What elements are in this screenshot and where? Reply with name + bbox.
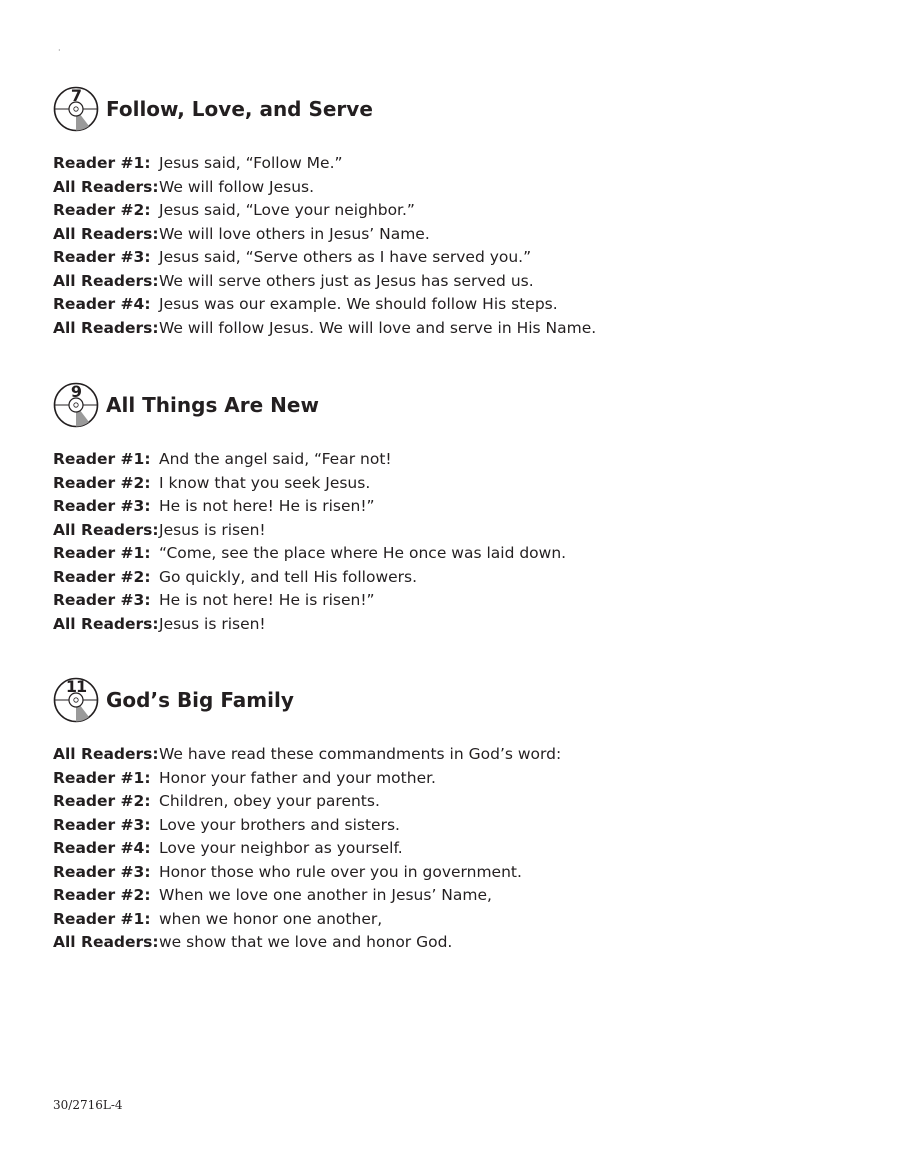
speaker-label: Reader #4:: [53, 839, 151, 857]
cd-track-icon: [53, 86, 99, 132]
line-text: Jesus said, “Serve others as I have served you.”: [159, 248, 532, 266]
reading-lines: [53, 743, 853, 955]
track-number: 7: [70, 86, 82, 105]
line-text: “Come, see the place where He once was laid down.: [159, 544, 567, 562]
reading-line: [53, 884, 853, 908]
section-header: [53, 86, 853, 132]
line-text: We will follow Jesus.: [159, 177, 315, 196]
line-text: Jesus said, “Follow Me.”: [159, 154, 343, 172]
reading-line: [53, 908, 853, 932]
reading-line: [53, 814, 853, 838]
speaker-label: Reader #2:: [53, 473, 151, 492]
line-text: when we honor one another,: [159, 909, 383, 928]
script-section: [53, 382, 853, 636]
line-text: we show that we love and honor God.: [159, 933, 453, 951]
speaker-label: Reader #3:: [53, 248, 151, 266]
speaker-label: Reader #3:: [53, 497, 151, 515]
line-text: We will serve others just as Jesus has served us.: [159, 271, 534, 290]
line-text: Honor those who rule over you in government.: [159, 862, 522, 881]
line-text: Go quickly, and tell His followers.: [159, 567, 418, 586]
script-section: [53, 86, 853, 340]
reading-line: [53, 519, 853, 543]
reading-line: [53, 767, 853, 791]
reading-lines: [53, 152, 853, 340]
reading-line: [53, 589, 853, 613]
speaker-label: Reader #1:: [53, 909, 151, 928]
reading-line: [53, 743, 853, 767]
line-text: Honor your father and your mother.: [159, 768, 436, 787]
line-text: Jesus is risen!: [159, 614, 266, 633]
speaker-label: All Readers:: [53, 933, 159, 951]
footer-code: 30/2716L-4: [53, 1098, 123, 1112]
section-title: All Things Are New: [106, 393, 319, 417]
speaker-label: Reader #4:: [53, 295, 151, 313]
speaker-label: Reader #3:: [53, 815, 151, 834]
speaker-label: All Readers:: [53, 520, 159, 539]
speaker-label: All Readers:: [53, 177, 159, 196]
reading-line: [53, 495, 853, 519]
reading-line: [53, 613, 853, 637]
script-section: [53, 677, 853, 955]
reading-line: [53, 861, 853, 885]
section-header: [53, 677, 853, 723]
line-text: When we love one another in Jesus’ Name,: [159, 886, 492, 904]
reading-line: [53, 176, 853, 200]
line-text: He is not here! He is risen!”: [159, 497, 375, 515]
speaker-label: Reader #2:: [53, 792, 151, 810]
corner-mark: ·: [58, 46, 61, 55]
reading-line: [53, 223, 853, 247]
section-title: God’s Big Family: [106, 688, 294, 712]
speaker-label: Reader #1:: [53, 544, 151, 562]
speaker-label: Reader #1:: [53, 154, 151, 172]
line-text: Children, obey your parents.: [159, 792, 380, 810]
speaker-label: Reader #3:: [53, 862, 151, 881]
speaker-label: Reader #2:: [53, 886, 151, 904]
reading-line: [53, 293, 853, 317]
line-text: We have read these commandments in God’s word:: [159, 745, 562, 763]
reading-line: [53, 270, 853, 294]
reading-line: [53, 246, 853, 270]
reading-line: [53, 199, 853, 223]
reading-line: [53, 542, 853, 566]
line-text: He is not here! He is risen!”: [159, 591, 375, 609]
line-text: Jesus is risen!: [159, 520, 266, 539]
speaker-label: All Readers:: [53, 271, 159, 290]
speaker-label: All Readers:: [53, 745, 159, 763]
reading-line: [53, 152, 853, 176]
reading-line: [53, 790, 853, 814]
reading-line: [53, 931, 853, 955]
track-number: 9: [70, 382, 82, 401]
reading-line: [53, 472, 853, 496]
section-title: Follow, Love, and Serve: [106, 97, 373, 121]
reading-line: [53, 448, 853, 472]
speaker-label: All Readers:: [53, 318, 159, 337]
speaker-label: All Readers:: [53, 224, 159, 243]
speaker-label: All Readers:: [53, 614, 159, 633]
reading-line: [53, 837, 853, 861]
speaker-label: Reader #1:: [53, 768, 151, 787]
cd-track-icon: [53, 677, 99, 723]
reading-line: [53, 566, 853, 590]
line-text: And the angel said, “Fear not!: [159, 450, 392, 468]
section-header: [53, 382, 853, 428]
cd-track-icon: [53, 382, 99, 428]
speaker-label: Reader #2:: [53, 201, 151, 219]
line-text: Love your neighbor as yourself.: [159, 839, 403, 857]
speaker-label: Reader #3:: [53, 591, 151, 609]
line-text: We will love others in Jesus’ Name.: [159, 224, 430, 243]
line-text: Love your brothers and sisters.: [159, 815, 400, 834]
track-number: 11: [65, 677, 87, 696]
line-text: Jesus was our example. We should follow His steps.: [159, 295, 558, 313]
reading-lines: [53, 448, 853, 636]
speaker-label: Reader #2:: [53, 567, 151, 586]
line-text: Jesus said, “Love your neighbor.”: [159, 201, 415, 219]
line-text: I know that you seek Jesus.: [159, 473, 371, 492]
line-text: We will follow Jesus. We will love and serve in His Name.: [159, 318, 597, 337]
speaker-label: Reader #1:: [53, 450, 151, 468]
reading-line: [53, 317, 853, 341]
